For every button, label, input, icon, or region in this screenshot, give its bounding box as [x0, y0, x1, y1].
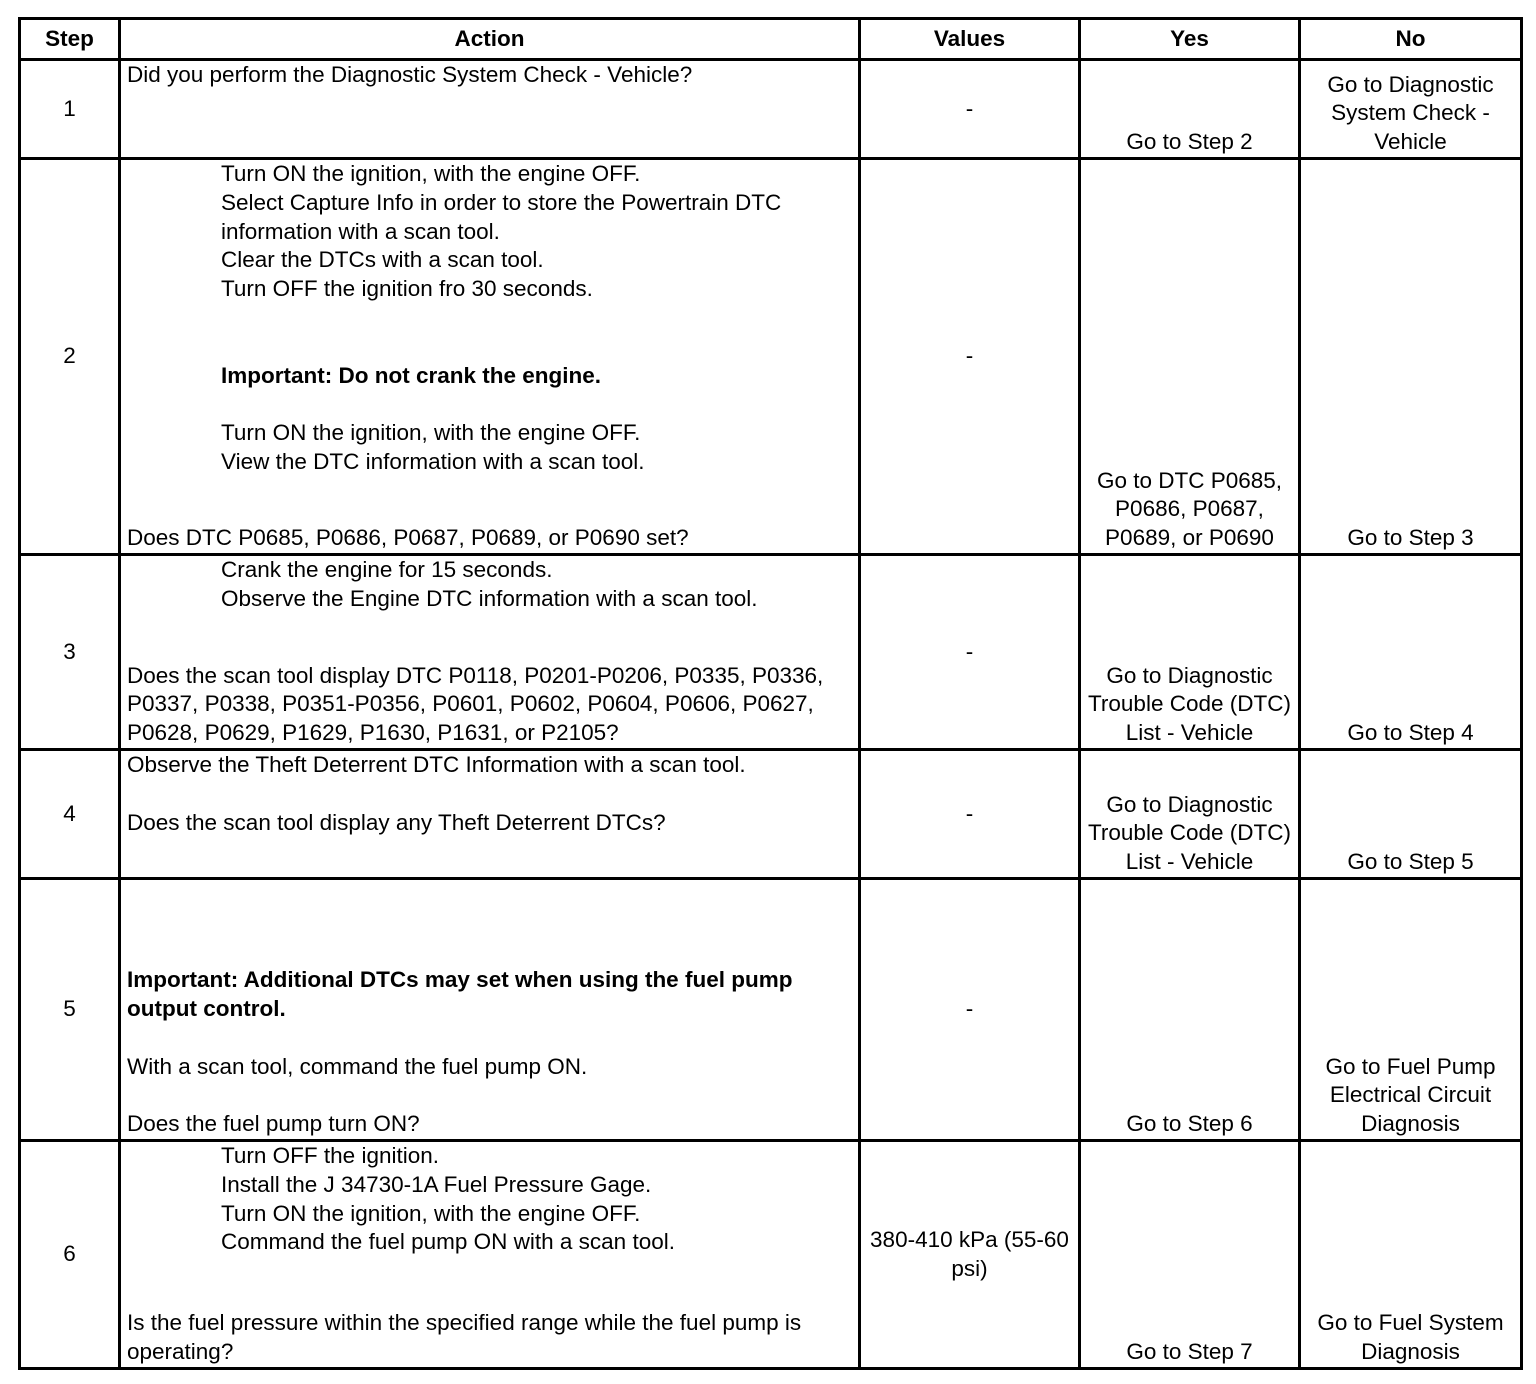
values-cell: - [860, 555, 1080, 750]
header-row [20, 19, 1522, 60]
action-question: Does the fuel pump turn ON? [127, 1111, 420, 1137]
action-cell [120, 750, 860, 879]
action-question: Does the scan tool display DTC P0118, P0201-P0206, P0335, P0336, P0337, P0338, P0351-P0356, P0601, P0602, P0604, P0606, P0627, P0628, P0629, P1629, P1630, P1631, or P2105? [127, 662, 824, 746]
step-number: 1 [20, 60, 120, 159]
action-step: Clear the DTCs with a scan tool. [221, 247, 544, 273]
diagnostic-table [18, 17, 1523, 1370]
action-step: Select Capture Info in order to store the Powertrain DTC information with a scan tool. [221, 189, 782, 244]
action-cell [120, 60, 860, 159]
header-step: Step [20, 19, 120, 60]
header-yes: Yes [1080, 19, 1300, 60]
step-number: 6 [20, 1141, 120, 1369]
values-cell: 380-410 kPa (55-60 psi) [860, 1141, 1080, 1369]
step-number: 5 [20, 879, 120, 1141]
action-step: Crank the engine for 15 seconds. [221, 557, 553, 582]
action-step: Install the J 34730-1A Fuel Pressure Gage. [221, 1171, 652, 1197]
action-step: View the DTC information with a scan tool. [221, 448, 645, 474]
no-cell: Go to Step 5 [1300, 750, 1522, 879]
table-row [20, 750, 1522, 879]
table-row [20, 60, 1522, 159]
yes-cell: Go to Diagnostic Trouble Code (DTC) List - Vehicle [1080, 555, 1300, 750]
yes-cell: Go to Step 6 [1080, 879, 1300, 1141]
action-step: Turn ON the ignition, with the engine OFF. [221, 420, 641, 446]
no-cell: Go to Step 4 [1300, 555, 1522, 750]
table-row [20, 555, 1522, 750]
values-cell: - [860, 159, 1080, 555]
action-step: Turn ON the ignition, with the engine OFF. [221, 161, 641, 186]
no-cell: Go to Fuel System Diagnosis [1300, 1141, 1522, 1369]
action-cell [120, 879, 860, 1141]
action-step: Turn OFF the ignition. [221, 1143, 440, 1168]
action-step: Command the fuel pump ON with a scan tool. [221, 1229, 675, 1255]
values-cell: - [860, 750, 1080, 879]
action-question: Is the fuel pressure within the specified range while the fuel pump is operating? [127, 1310, 802, 1365]
action-step: Observe the Engine DTC information with a scan tool. [221, 585, 758, 611]
yes-cell: Go to Step 7 [1080, 1141, 1300, 1369]
action-question: Does the scan tool display any Theft Deterrent DTCs? [127, 809, 666, 835]
table-row [20, 879, 1522, 1141]
yes-cell: Go to DTC P0685, P0686, P0687, P0689, or P0690 [1080, 159, 1300, 555]
step-number: 4 [20, 750, 120, 879]
action-step: With a scan tool, command the fuel pump ON. [127, 1053, 588, 1079]
header-values: Values [860, 19, 1080, 60]
action-step: Turn ON the ignition, with the engine OFF. [221, 1200, 641, 1226]
important-note: Important: Additional DTCs may set when using the fuel pump output control. [127, 967, 793, 1022]
values-cell: - [860, 879, 1080, 1141]
no-cell: Go to Step 3 [1300, 159, 1522, 555]
table-row [20, 1141, 1522, 1369]
header-no: No [1300, 19, 1522, 60]
step-number: 3 [20, 555, 120, 750]
header-action: Action [120, 19, 860, 60]
action-cell [120, 555, 860, 750]
no-cell: Go to Diagnostic System Check - Vehicle [1300, 60, 1522, 159]
yes-cell: Go to Diagnostic Trouble Code (DTC) List - Vehicle [1080, 750, 1300, 879]
action-step: Turn OFF the ignition fro 30 seconds. [221, 276, 593, 302]
action-question: Does DTC P0685, P0686, P0687, P0689, or P0690 set? [127, 525, 689, 551]
action-cell [120, 1141, 860, 1369]
action-step: Observe the Theft Deterrent DTC Information with a scan tool. [127, 752, 746, 777]
action-question: Did you perform the Diagnostic System Check - Vehicle? [127, 62, 693, 87]
step-number: 2 [20, 159, 120, 555]
action-cell [120, 159, 860, 555]
important-note: Important: Do not crank the engine. [221, 362, 602, 388]
table-row [20, 159, 1522, 555]
yes-cell: Go to Step 2 [1080, 60, 1300, 159]
values-cell: - [860, 60, 1080, 159]
no-cell: Go to Fuel Pump Electrical Circuit Diagnosis [1300, 879, 1522, 1141]
